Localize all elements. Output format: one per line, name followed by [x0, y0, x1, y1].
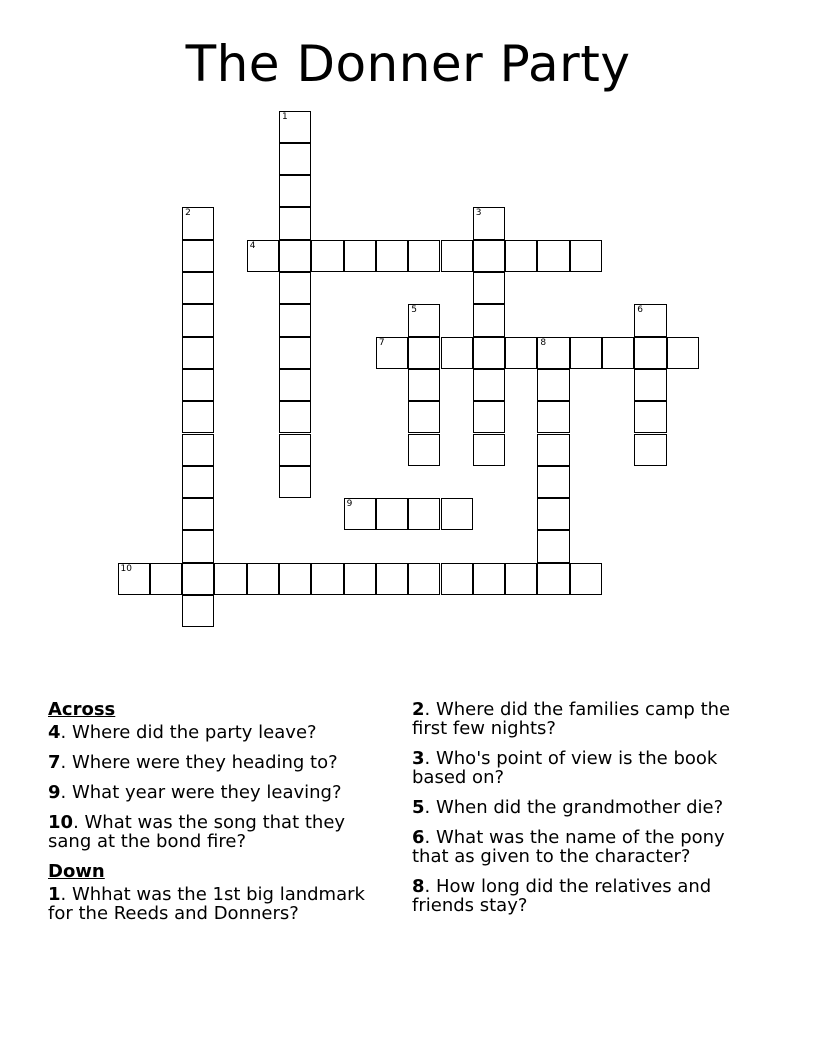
- clue-number: 2: [412, 699, 425, 720]
- grid-cell[interactable]: [473, 240, 505, 272]
- grid-cell[interactable]: [537, 401, 569, 433]
- grid-cell[interactable]: [537, 466, 569, 498]
- grid-cell[interactable]: [570, 337, 602, 369]
- clue-across-10: [48, 813, 388, 851]
- clue-number: 1: [48, 884, 61, 905]
- grid-cell[interactable]: [376, 563, 408, 595]
- grid-cell[interactable]: [473, 369, 505, 401]
- grid-cell[interactable]: [150, 563, 182, 595]
- grid-cell[interactable]: [570, 563, 602, 595]
- grid-cell[interactable]: [279, 434, 311, 466]
- clue-text: . Whhat was the 1st big landmark for the Reeds and Donners?: [48, 884, 365, 924]
- grid-cell[interactable]: [667, 337, 699, 369]
- grid-cell[interactable]: [279, 369, 311, 401]
- grid-cell[interactable]: [182, 369, 214, 401]
- clue-across-4: [48, 723, 388, 742]
- grid-cell[interactable]: [279, 207, 311, 239]
- clue-number-label: 4: [249, 240, 256, 251]
- page-title: The Donner Party: [185, 35, 631, 93]
- grid-cell[interactable]: [182, 337, 214, 369]
- grid-cell[interactable]: [182, 304, 214, 336]
- clue-text: . When did the grandmother die?: [424, 797, 724, 818]
- grid-cell[interactable]: [634, 401, 666, 433]
- clue-down-1: [48, 885, 388, 923]
- grid-cell[interactable]: [408, 434, 440, 466]
- clues-left-column: [48, 700, 388, 934]
- clue-number: 10: [48, 812, 74, 833]
- grid-cell[interactable]: [473, 337, 505, 369]
- clue-number: 3: [412, 748, 425, 769]
- across-heading: Across: [48, 699, 116, 720]
- clue-number-label: 3: [475, 208, 482, 219]
- grid-cell[interactable]: [634, 369, 666, 401]
- clue-text: . How long did the relatives and friends stay?: [412, 876, 712, 916]
- clue-number-label: 2: [185, 208, 191, 219]
- grid-cell[interactable]: [408, 401, 440, 433]
- clue-down-2: [412, 700, 752, 738]
- grid-cell[interactable]: [182, 207, 214, 239]
- grid-cell[interactable]: [634, 337, 666, 369]
- grid-cell[interactable]: [344, 563, 376, 595]
- clue-number: 7: [48, 752, 61, 773]
- grid-cell[interactable]: [182, 401, 214, 433]
- grid-cell[interactable]: [505, 337, 537, 369]
- grid-cell[interactable]: [279, 304, 311, 336]
- grid-cell[interactable]: [537, 337, 569, 369]
- clues-right-column: [412, 700, 752, 926]
- grid-cell[interactable]: [408, 369, 440, 401]
- grid-cell[interactable]: [505, 240, 537, 272]
- grid-cell[interactable]: [441, 563, 473, 595]
- grid-cell[interactable]: [279, 272, 311, 304]
- grid-cell[interactable]: [182, 563, 214, 595]
- grid-cell[interactable]: [279, 401, 311, 433]
- grid-cell[interactable]: [247, 563, 279, 595]
- grid-cell[interactable]: [473, 304, 505, 336]
- clue-across-9: [48, 783, 388, 802]
- grid-cell[interactable]: [441, 240, 473, 272]
- grid-cell[interactable]: [602, 337, 634, 369]
- clue-number: 4: [48, 722, 61, 743]
- grid-cell[interactable]: [279, 563, 311, 595]
- down-heading: Down: [48, 861, 105, 882]
- clue-text: . Where were they heading to?: [60, 752, 338, 773]
- clue-number-label: 7: [378, 337, 385, 348]
- grid-cell[interactable]: [441, 498, 473, 530]
- grid-cell[interactable]: [376, 240, 408, 272]
- clue-text: . What year were they leaving?: [60, 782, 342, 803]
- clue-number: 5: [412, 797, 425, 818]
- grid-cell[interactable]: [182, 530, 214, 562]
- clue-text: . What was the name of the pony that as given to the character?: [412, 827, 725, 867]
- grid-cell[interactable]: [537, 498, 569, 530]
- clue-across-7: [48, 753, 388, 772]
- clue-number-label: 5: [411, 305, 417, 316]
- grid-cell[interactable]: [473, 401, 505, 433]
- grid-cell[interactable]: [376, 498, 408, 530]
- grid-cell[interactable]: [408, 563, 440, 595]
- grid-cell[interactable]: [473, 207, 505, 239]
- grid-cell[interactable]: [408, 498, 440, 530]
- grid-cell[interactable]: [634, 304, 666, 336]
- clue-number-label: 9: [346, 499, 353, 510]
- grid-cell[interactable]: [279, 466, 311, 498]
- clue-down-5: [412, 798, 752, 817]
- grid-cell[interactable]: [279, 337, 311, 369]
- grid-cell[interactable]: [570, 240, 602, 272]
- grid-cell[interactable]: [311, 240, 343, 272]
- grid-cell[interactable]: [408, 240, 440, 272]
- grid-cell[interactable]: [537, 434, 569, 466]
- grid-cell[interactable]: [344, 498, 376, 530]
- grid-cell[interactable]: [473, 272, 505, 304]
- grid-cell[interactable]: [344, 240, 376, 272]
- grid-cell[interactable]: [473, 434, 505, 466]
- grid-cell[interactable]: [537, 563, 569, 595]
- grid-cell[interactable]: [376, 337, 408, 369]
- grid-cell[interactable]: [408, 337, 440, 369]
- grid-cell[interactable]: [182, 498, 214, 530]
- grid-cell[interactable]: [537, 369, 569, 401]
- grid-cell[interactable]: [537, 530, 569, 562]
- clue-number: 6: [412, 827, 425, 848]
- grid-cell[interactable]: [279, 143, 311, 175]
- clue-text: . Where did the families camp the first few nights?: [412, 699, 731, 739]
- grid-cell[interactable]: [214, 563, 246, 595]
- clue-number-label: 6: [637, 305, 644, 316]
- clue-number: 8: [412, 876, 425, 897]
- grid-cell[interactable]: [537, 240, 569, 272]
- grid-cell[interactable]: [279, 240, 311, 272]
- grid-cell[interactable]: [279, 175, 311, 207]
- clue-down-6: [412, 828, 752, 866]
- grid-cell[interactable]: [279, 111, 311, 143]
- grid-cell[interactable]: [182, 595, 214, 627]
- grid-cell[interactable]: [311, 563, 343, 595]
- grid-cell[interactable]: [182, 240, 214, 272]
- clue-text: . Where did the party leave?: [60, 722, 317, 743]
- clue-text: . What was the song that they sang at the bond fire?: [48, 812, 346, 852]
- clue-number-label: 1: [282, 111, 288, 122]
- grid-cell[interactable]: [182, 466, 214, 498]
- grid-cell[interactable]: [634, 434, 666, 466]
- clue-down-3: [412, 749, 752, 787]
- clue-number-label: 10: [120, 563, 132, 574]
- clue-down-8: [412, 877, 752, 915]
- grid-cell[interactable]: [182, 434, 214, 466]
- grid-cell[interactable]: [182, 272, 214, 304]
- grid-cell[interactable]: [505, 563, 537, 595]
- grid-cell[interactable]: [408, 304, 440, 336]
- grid-cell[interactable]: [473, 563, 505, 595]
- clue-number: 9: [48, 782, 61, 803]
- grid-cell[interactable]: [441, 337, 473, 369]
- clue-number-label: 8: [540, 337, 547, 348]
- grid-cell[interactable]: [118, 563, 150, 595]
- grid-cell[interactable]: [247, 240, 279, 272]
- clue-text: . Who's point of view is the book based on?: [412, 748, 718, 788]
